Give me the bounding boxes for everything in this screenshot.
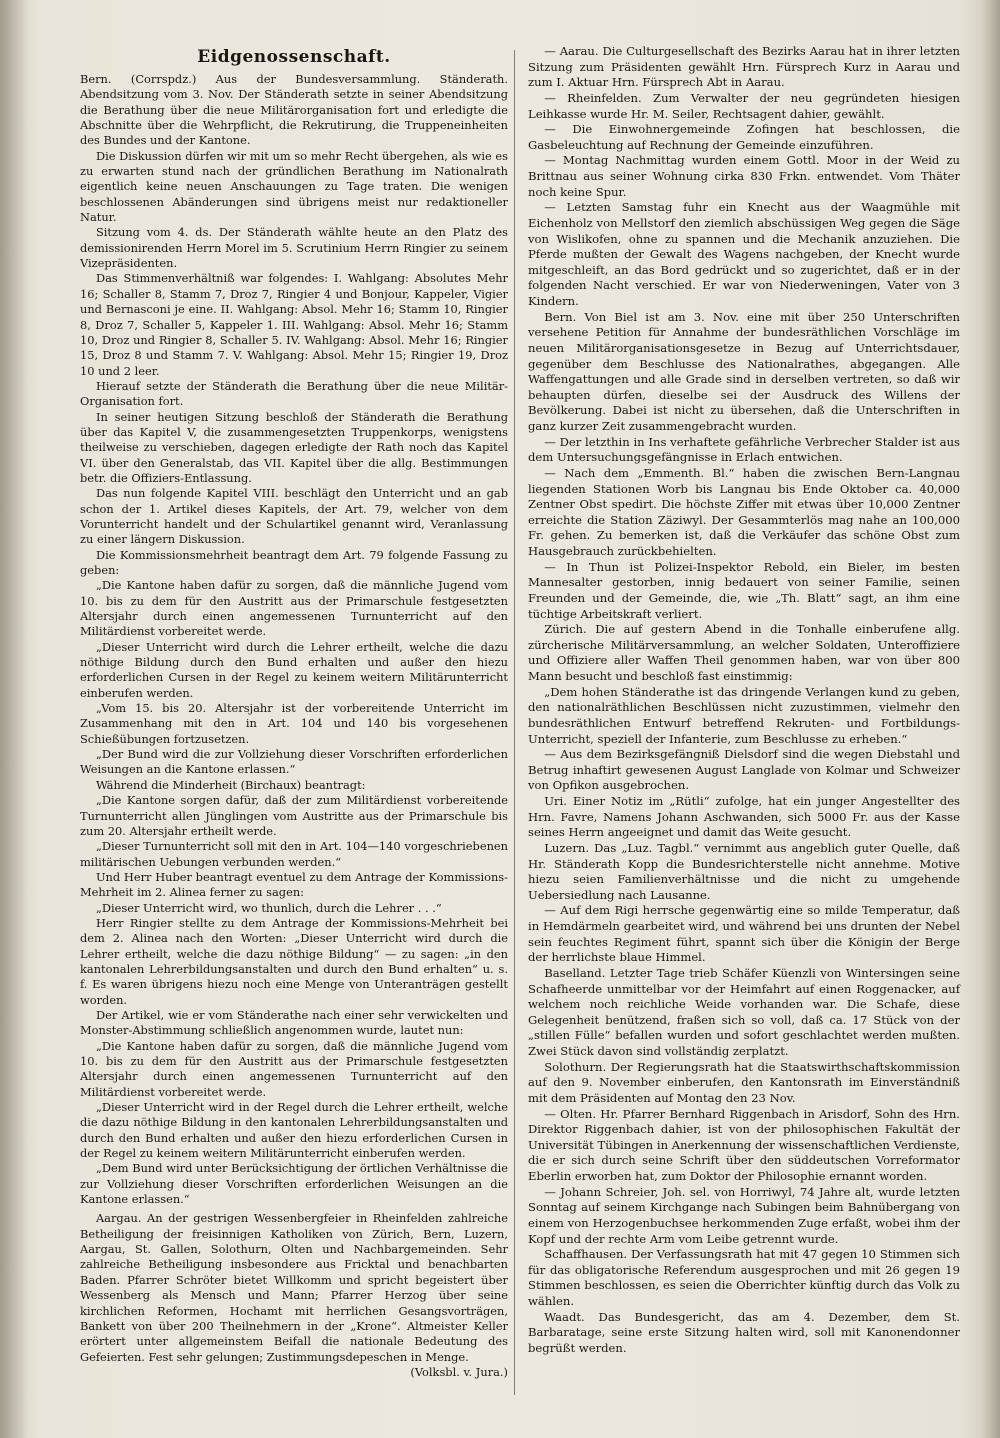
article-paragraph: — Die Einwohnergemeinde Zofingen hat beschlossen, die Gasbeleuchtung auf Rechnung der Gemeinde einzuführen. (528, 122, 960, 152)
article-paragraph: — Auf dem Rigi herrsche gegenwärtig eine so milde Temperatur, daß in Hemdärmeln gearbeitet wird, und während bei uns drunten der Nebel sein feuchtes Regiment führt, spannt sich über die Königin der Berge der herrlichste blaue Himmel. (528, 903, 960, 965)
source-citation: (Volksbl. v. Jura.) (410, 1364, 508, 1379)
article-paragraph: Schaffhausen. Der Verfassungsrath hat mit 47 gegen 10 Stimmen sich für das obligatorische Referendum ausgesprochen und mit 26 gegen 19 Stimmen beschlossen, es seien die Oberrichter künftig durch das Volk zu wählen. (528, 1247, 960, 1308)
quoted-paragraph: „Die Kantone sorgen dafür, daß der zum Militärdienst vorbereitende Turnunterricht allen Jünglingen vom Austritte aus der Primarschule bis zum 20. Altersjahr ertheilt werde. (80, 793, 508, 838)
quoted-paragraph: „Dem Bund wird unter Berücksichtigung der örtlichen Verhältnisse die zur Vollziehung dieser Vorschriften erforderlichen Weisungen an die Kantone erlassen.“ (80, 1161, 508, 1207)
quoted-paragraph: „Dieser Unterricht wird, wo thunlich, durch die Lehrer . . .“ (95, 900, 442, 915)
quoted-paragraph: „Dem hohen Ständerathe ist das dringende Verlangen kund zu geben, den nationalräthlichen Beschlüssen nicht zuzustimmen, vielmehr den bundesräthlichen Entwurf betreffend Rekruten- und Fortbildungs-Unterricht, speziell der Infanterie, zum Beschlusse zu erheben.“ (528, 684, 960, 746)
article-paragraph: — Aus dem Bezirksgefängniß Dielsdorf sind die wegen Diebstahl und Betrug inhaftirt gewesenen August Langlade von Kolmar und Schweizer von Opfikon ausgebrochen. (528, 747, 960, 793)
article-paragraph: — Rheinfelden. Zum Verwalter der neu gegründeten hiesigen Leihkasse wurde Hr. M. Seiler, Rechtsagent dahier, gewählt. (528, 90, 960, 121)
article-paragraph: — In Thun ist Polizei-Inspektor Rebold, ein Bieler, im besten Mannesalter gestorben, innig bedauert von seiner Familie, seinen Freunden und der Gemeinde, die, wie „Th. Blatt“ sagt, an ihm eine tüchtige Arbeitskraft verliert. (528, 559, 960, 621)
article-paragraph: Zürich. Die auf gestern Abend in die Tonhalle einberufene allg. zürcherische Militärversammlung, an welcher Soldaten, Unteroffiziere und Offiziere aller Waffen Theil genommen haben, war von über 800 Mann besucht und beschloß fast einstimmig: (528, 622, 960, 683)
article-paragraph: Sitzung vom 4. ds. Der Ständerath wählte heute an den Platz des demissionirenden Herrn Morel im 5. Scrutinium Herrn Ringier zu seinem Vizepräsidenten. (80, 225, 508, 271)
article-paragraph: — Johann Schreier, Joh. sel. von Horriwyl, 74 Jahre alt, wurde letzten Sonntag auf seinem Kirchgange nach Subingen beim Bahnübergang von einem von Herzogenbuchsee herkommenden Zuge erfaßt, wobei ihm der Kopf und der rechte Arm vom Leibe getrennt wurde. (528, 1184, 960, 1246)
article-paragraph: Solothurn. Der Regierungsrath hat die Staatswirthschaftskommission auf den 9. November einberufen, den Kantonsrath im Einverständniß mit dem Präsidenten auf Montag den 23 Nov. (528, 1059, 960, 1105)
article-paragraph: Aargau. An der gestrigen Wessenbergfeier in Rheinfelden zahlreiche Betheiligung der freisinnigen Katholiken von Zürich, Bern, Luzern, Aargau, St. Gallen, Solothurn, Olten und Nachbargemeinden. Sehr zahlreiche Betheiligung insbesondere aus Fricktal und benachbarten Baden. Pfarrer Schröter bietet Willkomm und spricht begeistert über Wessenberg als Mensch und Mann; Pfarrer Herzog über seine kirchlichen Reformen, Hochamt mit herrlichen Gesangsvorträgen, Bankett von über 200 Theilnehmern in der „Krone“. Altmeister Keller erörtert unter allgemeinstem Beifall die nationale Bedeutung des Gefeierten. Fest sehr gelungen; Zustimmungsdepeschen in Menge. (80, 1211, 508, 1364)
article-paragraph: — Aarau. Die Culturgesellschaft des Bezirks Aarau hat in ihrer letzten Sitzung zum Präsidenten gewählt Hrn. Fürsprech Kurz in Aarau und zum I. Aktuar Hrn. Fürsprech Abt in Aarau. (528, 44, 960, 90)
article-paragraph: Die Diskussion dürfen wir mit um so mehr Recht übergehen, als wie es zu erwarten stund nach der gründlichen Berathung im Nationalrath eigentlich keine neuen Anschauungen zu Tage traten. Die wenigen beschlossenen Abänderungen sind übrigens meist nur redaktioneller Natur. (80, 148, 508, 225)
section-headline: Eidgenossenschaft. (197, 47, 391, 67)
article-paragraph: — Letzten Samstag fuhr ein Knecht aus der Waagmühle mit Eichenholz von Mellstorf den ziemlich abschüssigen Weg gegen die Säge von Wislikofen, ohne zu spannen und die Mechanik anzuziehen. Die Pferde mußten der Gewalt des Wagens nachgeben, der Knecht wurde mitgeschleift, an das Bord gedrückt und so zugerichtet, daß er in der folgenden Nacht verschied. Er war von Niederweningen, Vater von 3 Kindern. (528, 200, 960, 308)
article-paragraph: — Montag Nachmittag wurden einem Gottl. Moor in der Weid zu Brittnau aus seiner Wohnung cirka 830 Frkn. entwendet. Vom Thäter noch keine Spur. (528, 153, 960, 199)
article-paragraph: Das Stimmenverhältniß war folgendes: I. Wahlgang: Absolutes Mehr 16; Schaller 8, Stamm 7, Droz 7, Ringier 4 und Bonjour, Kappeler, Vigier und Bernasconi je eine. II. Wahlgang: Absol. Mehr 16; Stamm 10, Ringier 8, Droz 7, Schaller 5, Kappeler 1. III. Wahlgang: Absol. Mehr 16; Stamm 10, Droz und Ringier 8, Schaller 5. IV. Wahlgang: Absol. Mehr 16; Ringier 15, Droz 8 und Stamm 7. V. Wahlgang: Absol. Mehr 15; Ringier 19, Droz 10 und 2 leer. (80, 271, 508, 378)
article-paragraph: Baselland. Letzter Tage trieb Schäfer Küenzli von Wintersingen seine Schafheerde unmittelbar vor der Heimfahrt auf einen Roggenacker, auf welchem noch reichliche Weide vorhanden war. Die Schafe, diese Gelegenheit benützend, fraßen sich so voll, daß ca. 17 Stück von der „stillen Fülle“ befallen wurden und sofort geschlachtet werden mußten. Zwei Stück davon sind vollständig zerplatzt. (528, 965, 960, 1058)
quoted-paragraph: „Dieser Unterricht wird durch die Lehrer ertheilt, welche die dazu nöthige Bildung durch den Bund erhalten und außer den hiezu erforderlichen Cursen in der Regel zu keinem weitern Militärunterricht einberufen werden. (80, 639, 508, 700)
article-paragraph: — Der letzthin in Ins verhaftete gefährliche Verbrecher Stalder ist aus dem Untersuchungsgefängnisse in Erlach entwichen. (528, 434, 960, 465)
quoted-paragraph: „Die Kantone haben dafür zu sorgen, daß die männliche Jugend vom 10. bis zu dem für den Austritt aus der Primarschule festgesetzten Altersjahr durch einen angemessenen Turnunterricht auf den Militärdienst vorbereitet werde. (80, 1038, 508, 1099)
article-paragraph: Das nun folgende Kapitel VIII. beschlägt den Unterricht und an gab schon der 1. Artikel dieses Kapitels, der Art. 79, welcher von dem Vorunterricht handelt und der Schulartikel genannt wird, Veranlassung zu einer längern Diskussion. (80, 486, 508, 547)
column-divider (514, 50, 515, 1395)
article-paragraph: Herr Ringier stellte zu dem Antrage der Kommissions-Mehrheit bei dem 2. Alinea nach den Worten: „Dieser Unterricht wird durch die Lehrer ertheilt, welche die dazu nöthige Bildung“ — zu sagen: „in den kantonalen Lehrerbildungsanstalten und durch den Bund erhalten“ u. s. f. Es waren übrigens hiezu noch eine Menge von Unteranträgen gestellt worden. (80, 915, 508, 1007)
article-paragraph: Bern. Von Biel ist am 3. Nov. eine mit über 250 Unterschriften versehene Petition für Annahme der bundesräthlichen Vorschläge im neuen Militärorganisationsgesetze in Bezug auf Unterrichtsdauer, gegenüber dem Beschlusse des Nationalrathes, abgegangen. Alle Waffengattungen und alle Grade sind in derselben vertreten, so daß wir behaupten dürfen, dieselbe sei der Ausdruck des Willens der Bevölkerung. Dabei ist nicht zu übersehen, daß die Unterschriften in ganz kurzer Zeit zusammengebracht wurden. (528, 309, 960, 433)
article-paragraph: — Olten. Hr. Pfarrer Bernhard Riggenbach in Arisdorf, Sohn des Hrn. Direktor Riggenbach dahier, ist von der philosophischen Fakultät der Universität Tübingen in Anerkennung der wissenschaftlichen Verdienste, die er sich durch seine Schrift über den süddeutschen Vorreformator Eberlin erworben hat, zum Doktor der Philosophie ernannt worden. (528, 1106, 960, 1183)
article-paragraph: Hierauf setzte der Ständerath die Berathung über die neue Militär-Organisation fort. (80, 378, 508, 409)
quoted-paragraph: „Dieser Turnunterricht soll mit den in Art. 104—140 vorgeschriebenen militärischen Uebungen verbunden werden.“ (80, 839, 508, 869)
quoted-paragraph: „Dieser Unterricht wird in der Regel durch die Lehrer ertheilt, welche die dazu nöthige Bildung in den kantonalen Lehrerbildungsanstalten und durch den Bund erhalten und außer den hiezu erforderlichen Cursen in der Regel zu keinem weitern Militärunterricht einberufen werden. (80, 1100, 508, 1161)
page-shadow-left (0, 0, 28, 1438)
article-paragraph: Der Artikel, wie er vom Ständerathe nach einer sehr verwickelten und Monster-Abstimmung schließlich angenommen wurde, lautet nun: (80, 1007, 508, 1038)
article-paragraph: Während die Minderheit (Birchaux) beantragt: (95, 777, 366, 792)
article-paragraph: Und Herr Huber beantragt eventuel zu dem Antrage der Kommissions-Mehrheit im 2. Alinea ferner zu sagen: (80, 869, 508, 900)
article-paragraph: Waadt. Das Bundesgericht, das am 4. Dezember, dem St. Barbaratage, seine erste Sitzung halten wird, soll mit Kanonendonner begrüßt werden. (528, 1309, 960, 1355)
quoted-paragraph: „Der Bund wird die zur Vollziehung dieser Vorschriften erforderlichen Weisungen an die Kantone erlassen.“ (80, 747, 508, 777)
article-paragraph: Die Kommissionsmehrheit beantragt dem Art. 79 folgende Fassung zu geben: (80, 547, 508, 577)
left-column (80, 44, 508, 1380)
article-paragraph: Bern. (Corrspdz.) Aus der Bundesversammlung. Ständerath. Abendsitzung vom 3. Nov. Der Ständerath setzte in seiner Abendsitzung die Berathung über die neue Militärorganisation fort und erledigte die Abschnitte über die Wehrpflicht, die Rekrutirung, die Truppeneinheiten des Bundes und der Kantone. (80, 72, 508, 148)
page-shadow-right (982, 0, 1000, 1438)
right-column (528, 44, 960, 1357)
article-paragraph: In seiner heutigen Sitzung beschloß der Ständerath die Berathung über das Kapitel V, die zusammengesetzten Truppenkorps, wenigstens theilweise zu verschieben, dagegen erledigte der Rath noch das Kapitel VI. über den Generalstab, das VII. Kapitel über die allg. Bestimmungen betr. die Offiziers-Entlassung. (80, 409, 508, 485)
quoted-paragraph: „Die Kantone haben dafür zu sorgen, daß die männliche Jugend vom 10. bis zu dem für den Austritt aus der Primarschule festgesetzten Altersjahr durch einen angemessenen Turnunterricht auf den Militärdienst vorbereitet werde. (80, 578, 508, 639)
article-paragraph: Uri. Einer Notiz im „Rütli“ zufolge, hat ein junger Angestellter des Hrn. Favre, Namens Johann Aschwanden, sich 5000 Fr. aus der Kasse seines Herrn angeeignet und damit das Weite gesucht. (528, 794, 960, 840)
article-paragraph: Luzern. Das „Luz. Tagbl.“ vernimmt aus angeblich guter Quelle, daß Hr. Ständerath Kopp die Bundesrichterstelle nicht annehme. Motive hiezu seien Familienverhältnisse und die nicht zu umgehende Uebersiedlung nach Lausanne. (528, 840, 960, 902)
article-paragraph: — Nach dem „Emmenth. Bl.“ haben die zwischen Bern-Langnau liegenden Stationen Worb bis Langnau bis Ende Oktober ca. 40,000 Zentner Obst spedirt. Die höchste Ziffer mit etwas über 10,000 Zentner erreichte die Station Zäziwyl. Der Gesammterlös mag nahe an 100,000 Fr. gehen. Zu bemerken ist, daß die Verkäufer das schöne Obst zum Hausgebrauch zurückbehielten. (528, 465, 960, 558)
quoted-paragraph: „Vom 15. bis 20. Altersjahr ist der vorbereitende Unterricht im Zusammenhang mit den in Art. 104 und 140 bis vorgesehenen Schießübungen fortzusetzen. (80, 701, 508, 746)
